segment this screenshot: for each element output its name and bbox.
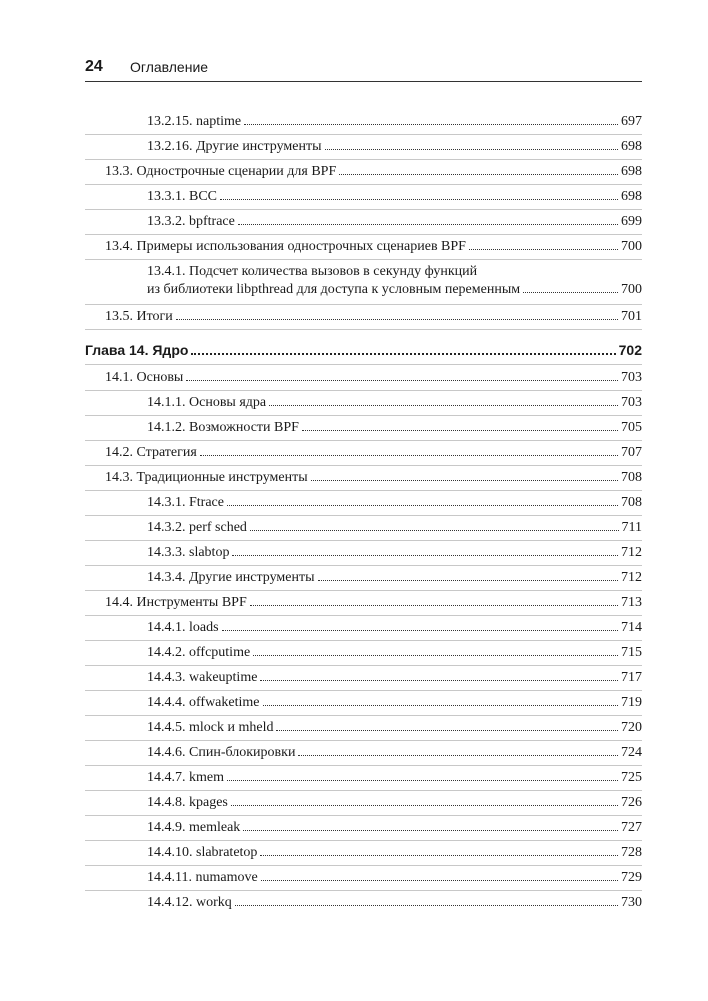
row-divider [85, 364, 642, 365]
dot-leader [339, 174, 618, 175]
toc-entry-page: 700 [621, 282, 642, 297]
row-divider [85, 565, 642, 566]
row-divider [85, 440, 642, 441]
toc-entry-page: 708 [621, 495, 642, 510]
toc-entry-page: 711 [621, 520, 642, 535]
row-divider [85, 259, 642, 260]
toc-entry-title: 14.3. Традиционные инструменты [105, 470, 308, 485]
toc-entry-title: 14.4.4. offwaketime [147, 695, 260, 710]
row-divider [85, 865, 642, 866]
row-divider [85, 515, 642, 516]
toc-chapter-page: 702 [618, 342, 642, 358]
row-divider [85, 159, 642, 160]
row-divider [85, 134, 642, 135]
row-divider [85, 665, 642, 666]
row-divider [85, 415, 642, 416]
row-divider [85, 540, 642, 541]
dot-leader [176, 319, 618, 320]
toc-entry-title: 13.2.16. Другие инструменты [147, 139, 322, 154]
row-divider [85, 304, 642, 305]
toc-entry-page: 712 [621, 570, 642, 585]
toc-entry-title: 14.3.4. Другие инструменты [147, 570, 315, 585]
dot-leader [250, 530, 619, 531]
toc-entry-page: 727 [621, 820, 642, 835]
row-divider [85, 790, 642, 791]
toc-entry-page: 701 [621, 309, 642, 324]
toc-entry-title-line2: из библиотеки libpthread для доступа к условным переменным [147, 282, 521, 297]
toc-entry-page: 720 [621, 720, 642, 735]
dot-leader [250, 605, 618, 606]
dot-leader [318, 580, 618, 581]
toc-entry-title: 14.3.3. slabtop [147, 545, 230, 560]
toc-entry-title: 14.4.11. numamove [147, 870, 258, 885]
toc-entry-page: 729 [621, 870, 642, 885]
dot-leader [243, 830, 618, 831]
dot-leader [231, 805, 618, 806]
toc-entry-title: 13.5. Итоги [105, 309, 173, 324]
row-divider [85, 234, 642, 235]
row-divider [85, 465, 642, 466]
row-divider [85, 209, 642, 210]
row-divider [85, 815, 642, 816]
toc-entry-page: 726 [621, 795, 642, 810]
toc-entry-title: 13.3. Однострочные сценарии для BPF [105, 164, 337, 179]
toc-entry-title: 14.4.10. slabratetop [147, 845, 258, 860]
dot-leader [260, 855, 618, 856]
dot-leader [253, 655, 618, 656]
toc-entry-page: 698 [621, 139, 642, 154]
row-divider [85, 184, 642, 185]
toc-entry-page: 714 [621, 620, 642, 635]
dot-leader [238, 224, 618, 225]
toc-entry-page: 708 [621, 470, 642, 485]
toc-entry-page: 725 [621, 770, 642, 785]
toc-entry-title: 14.2. Стратегия [105, 445, 197, 460]
dot-leader [200, 455, 618, 456]
dot-leader [220, 199, 618, 200]
dot-leader [261, 880, 618, 881]
row-divider [85, 390, 642, 391]
dot-leader [302, 430, 618, 431]
dot-leader [276, 730, 618, 731]
toc-entry-title: 14.4.2. offcputime [147, 645, 251, 660]
dot-leader [311, 480, 618, 481]
header-rule [85, 81, 642, 82]
dot-leader [469, 249, 618, 250]
toc-entry-title: 13.3.1. BCC [147, 189, 218, 204]
row-divider [85, 490, 642, 491]
row-divider [85, 590, 642, 591]
row-divider [85, 329, 642, 330]
dot-leader [325, 149, 618, 150]
dot-leader [191, 353, 615, 355]
toc-entry-title: 14.4.6. Спин-блокировки [147, 745, 296, 760]
dot-leader [186, 380, 618, 381]
row-divider [85, 615, 642, 616]
toc-entry-title: 13.4. Примеры использования однострочных сценариев BPF [105, 239, 466, 254]
dot-leader [227, 780, 618, 781]
dot-leader [298, 755, 618, 756]
toc-entry-page: 728 [621, 845, 642, 860]
running-header [85, 58, 642, 80]
toc-entry-title: 14.4.12. workq [147, 895, 232, 910]
toc-entry-title: 14.3.1. Ftrace [147, 495, 224, 510]
toc-entry-page: 698 [621, 189, 642, 204]
dot-leader [263, 705, 619, 706]
toc-entry-page: 707 [621, 445, 642, 460]
toc-entry-page: 705 [621, 420, 642, 435]
dot-leader [523, 292, 618, 293]
toc-entry-title: 14.4.3. wakeuptime [147, 670, 258, 685]
dot-leader [222, 630, 618, 631]
row-divider [85, 890, 642, 891]
toc-entry-page: 698 [621, 164, 642, 179]
toc-entry-title: 14.4.7. kmem [147, 770, 224, 785]
toc-entry-title: 14.1. Основы [105, 370, 184, 385]
dot-leader [232, 555, 618, 556]
row-divider [85, 715, 642, 716]
dot-leader [227, 505, 618, 506]
toc-entry-page: 697 [621, 114, 642, 129]
toc-entry-title: 13.3.2. bpftrace [147, 214, 235, 229]
dot-leader [235, 905, 618, 906]
toc-entry-title: 14.1.1. Основы ядра [147, 395, 267, 410]
toc-entry-page: 700 [621, 239, 642, 254]
toc-entry-title: 14.4.5. mlock и mheld [147, 720, 274, 735]
row-divider [85, 765, 642, 766]
row-divider [85, 640, 642, 641]
row-divider [85, 740, 642, 741]
row-divider [85, 840, 642, 841]
toc-entry-title: 14.4.8. kpages [147, 795, 228, 810]
dot-leader [269, 405, 618, 406]
dot-leader [260, 680, 618, 681]
page-number: 24 [85, 58, 103, 75]
row-divider [85, 690, 642, 691]
toc-entry-title: 14.4. Инструменты BPF [105, 595, 247, 610]
header-title: Оглавление [130, 59, 209, 75]
toc-entry[interactable] [0, 264, 708, 304]
toc-entry-page: 715 [621, 645, 642, 660]
toc-entry-page: 712 [621, 545, 642, 560]
toc-entry-title-line1: 13.4.1. Подсчет количества вызовов в секунду функций [147, 264, 478, 279]
toc-entry-page: 717 [621, 670, 642, 685]
toc-entry-title: 14.4.1. loads [147, 620, 219, 635]
toc-entry-page: 703 [621, 370, 642, 385]
toc-entry-title: 14.3.2. perf sched [147, 520, 247, 535]
toc-entry-page: 730 [621, 895, 642, 910]
toc-entry-page: 719 [621, 695, 642, 710]
dot-leader [244, 124, 618, 125]
toc-entry-title: 14.1.2. Возможности BPF [147, 420, 299, 435]
toc-entry-page: 703 [621, 395, 642, 410]
toc-entry-title: 14.4.9. memleak [147, 820, 241, 835]
toc-entry-page: 724 [621, 745, 642, 760]
toc-entry-page: 713 [621, 595, 642, 610]
toc-chapter-title: Глава 14. Ядро [85, 342, 189, 358]
toc-entry-page: 699 [621, 214, 642, 229]
toc-entry-title: 13.2.15. naptime [147, 114, 242, 129]
